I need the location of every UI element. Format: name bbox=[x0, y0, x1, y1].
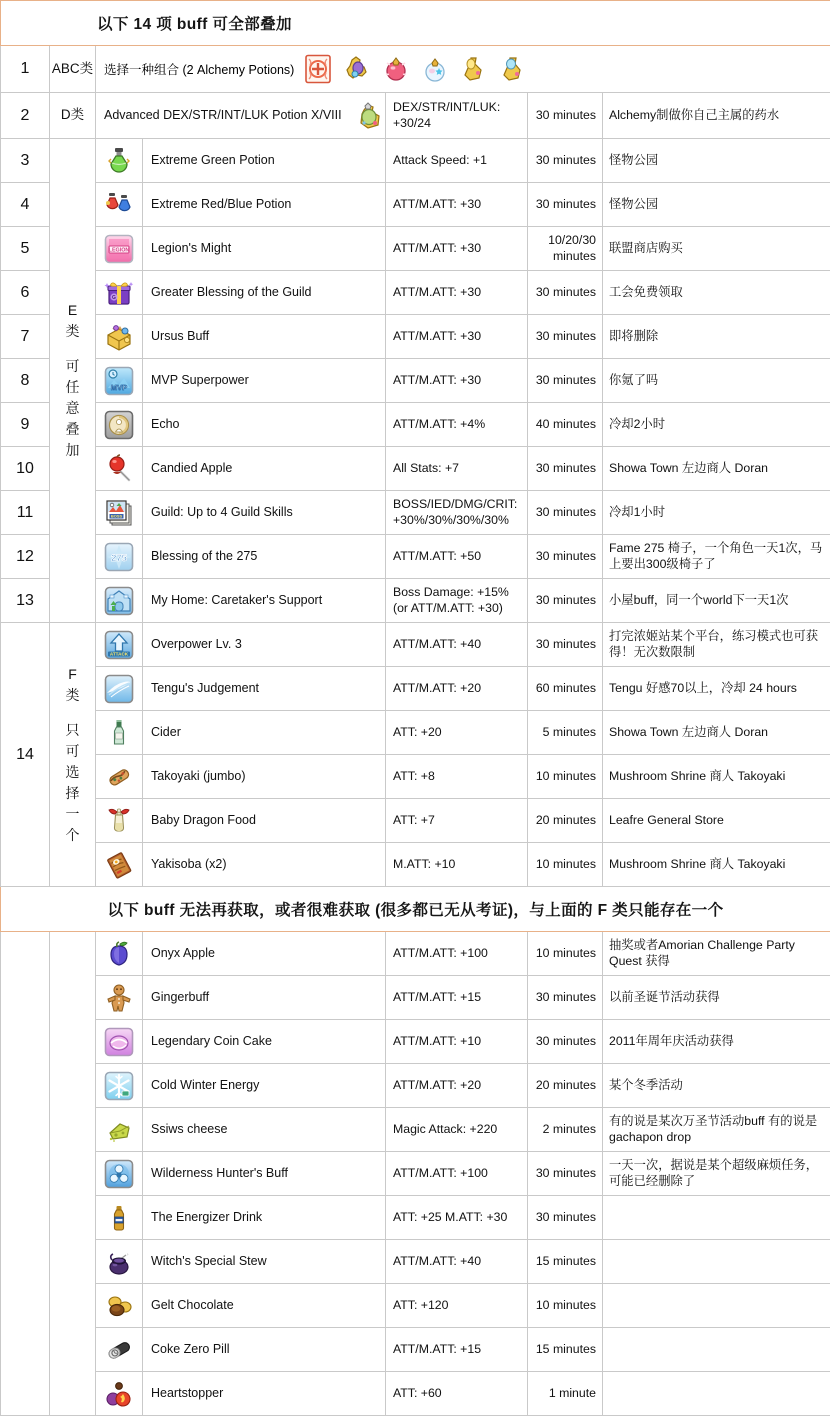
hazard-icon bbox=[96, 1152, 143, 1196]
table-row bbox=[1, 799, 830, 843]
row-number: 10 bbox=[1, 447, 50, 491]
category-label: D类 bbox=[50, 93, 96, 139]
rune-card-icon bbox=[303, 54, 333, 84]
buff-effect: ATT/M.ATT: +40 bbox=[386, 1240, 528, 1284]
buff-name: Onyx Apple bbox=[143, 932, 386, 976]
buff-effect: ATT/M.ATT: +100 bbox=[386, 932, 528, 976]
row-number: 13 bbox=[1, 579, 50, 623]
buff-name: Cold Winter Energy bbox=[143, 1064, 386, 1108]
row-number: 1 bbox=[1, 46, 50, 93]
buff-effect: ATT/M.ATT: +100 bbox=[386, 1152, 528, 1196]
buff-note: 打完浓姬站某个平台，练习模式也可获得！无次数限制 bbox=[603, 623, 830, 667]
category-f-desc-char: 只 bbox=[50, 720, 95, 741]
buff-name: Takoyaki (jumbo) bbox=[143, 755, 386, 799]
buff-duration: 10/20/30 minutes bbox=[528, 227, 603, 271]
table-row bbox=[1, 976, 830, 1020]
gelt-chocolate-icon bbox=[104, 1291, 134, 1321]
blue-gold-flask-icon bbox=[498, 54, 528, 84]
echo-icon bbox=[96, 403, 143, 447]
table-row bbox=[1, 1152, 830, 1196]
mvp-card-icon bbox=[104, 366, 134, 396]
buff-duration: 30 minutes bbox=[528, 359, 603, 403]
svg-text:LEGION: LEGION bbox=[109, 247, 130, 253]
table-row bbox=[1, 1372, 830, 1416]
buff-name: Tengu's Judgement bbox=[143, 667, 386, 711]
category-e-lei: 类 bbox=[50, 321, 95, 342]
buff-name: Blessing of the 275 bbox=[143, 535, 386, 579]
buff-effect: BOSS/IED/DMG/CRIT: +30%/30%/30%/30% bbox=[386, 491, 528, 535]
buff-name: The Energizer Drink bbox=[143, 1196, 386, 1240]
table-row bbox=[1, 1328, 830, 1372]
energizer-bottle-icon bbox=[104, 1203, 134, 1233]
category-f-letter: F bbox=[50, 664, 95, 685]
row-number: 4 bbox=[1, 183, 50, 227]
table-row bbox=[1, 1240, 830, 1284]
category-e-desc-char: 加 bbox=[50, 440, 95, 461]
buff-effect: All Stats: +7 bbox=[386, 447, 528, 491]
buff-note: Mushroom Shrine 商人 Takoyaki bbox=[603, 755, 830, 799]
buff-effect: ATT/M.ATT: +40 bbox=[386, 623, 528, 667]
buff-duration: 30 minutes bbox=[528, 1020, 603, 1064]
banner-top: 以下 14 项 buff 可全部叠加 bbox=[1, 1, 830, 46]
row-number: 3 bbox=[1, 139, 50, 183]
table-row bbox=[1, 843, 830, 887]
buff-duration: 30 minutes bbox=[528, 93, 603, 139]
category-label: ABC类 bbox=[50, 46, 96, 93]
table-row bbox=[1, 1196, 830, 1240]
table-row bbox=[1, 1020, 830, 1064]
buff-duration: 10 minutes bbox=[528, 1284, 603, 1328]
buff-note bbox=[603, 1196, 830, 1240]
buff-effect: ATT/M.ATT: +4% bbox=[386, 403, 528, 447]
table-row bbox=[1, 535, 830, 579]
buff-duration: 2 minutes bbox=[528, 1108, 603, 1152]
buff-duration: 10 minutes bbox=[528, 843, 603, 887]
category-e-desc-char: 可 bbox=[50, 356, 95, 377]
energizer-bottle-icon bbox=[96, 1196, 143, 1240]
category-f-lei: 类 bbox=[50, 685, 95, 706]
purple-gold-potion-icon bbox=[342, 54, 372, 84]
buff-duration: 30 minutes bbox=[528, 1196, 603, 1240]
buff-note: 怪物公园 bbox=[603, 183, 830, 227]
buff-note: Showa Town 左边商人 Doran bbox=[603, 711, 830, 755]
buff-name: Witch's Special Stew bbox=[143, 1240, 386, 1284]
extreme-green-potion-icon bbox=[96, 139, 143, 183]
tengu-icon bbox=[104, 674, 134, 704]
coin-cake-icon bbox=[96, 1020, 143, 1064]
table-row bbox=[1, 667, 830, 711]
buff-note: Leafre General Store bbox=[603, 799, 830, 843]
baby-dragon-food-icon bbox=[96, 799, 143, 843]
table-row bbox=[1, 1064, 830, 1108]
buff-effect: ATT/M.ATT: +20 bbox=[386, 667, 528, 711]
buff-name: Heartstopper bbox=[143, 1372, 386, 1416]
table-row bbox=[1, 1108, 830, 1152]
row-number: 11 bbox=[1, 491, 50, 535]
coke-pill-icon bbox=[104, 1335, 134, 1365]
heartstopper-icon bbox=[96, 1372, 143, 1416]
buff-duration: 1 minute bbox=[528, 1372, 603, 1416]
ursus-chest-icon bbox=[104, 322, 134, 352]
buff-note: Fame 275 椅子，一个角色一天1次，马上要出300级椅子了 bbox=[603, 535, 830, 579]
table-row bbox=[1, 1284, 830, 1328]
buff-note: 冷却1小时 bbox=[603, 491, 830, 535]
buff-name: Legendary Coin Cake bbox=[143, 1020, 386, 1064]
buff-note: 以前圣诞节活动获得 bbox=[603, 976, 830, 1020]
guild-gift-icon bbox=[104, 278, 134, 308]
heartstopper-icon bbox=[104, 1379, 134, 1409]
category-e-desc-char: 意 bbox=[50, 398, 95, 419]
buff-note: 联盟商店购买 bbox=[603, 227, 830, 271]
buff-effect: ATT/M.ATT: +30 bbox=[386, 227, 528, 271]
blessing-275-icon bbox=[96, 535, 143, 579]
buff-name: Coke Zero Pill bbox=[143, 1328, 386, 1372]
buff-effect: ATT/M.ATT: +15 bbox=[386, 976, 528, 1020]
cider-icon bbox=[104, 718, 134, 748]
buff-note bbox=[603, 1284, 830, 1328]
category-gap bbox=[50, 342, 95, 356]
table-row bbox=[1, 403, 830, 447]
buff-name-cell bbox=[96, 93, 386, 139]
buff-name: Wilderness Hunter's Buff bbox=[143, 1152, 386, 1196]
buff-duration: 30 minutes bbox=[528, 579, 603, 623]
table-row bbox=[1, 447, 830, 491]
buff-name: Extreme Green Potion bbox=[143, 139, 386, 183]
tengu-icon bbox=[96, 667, 143, 711]
buff-note: Alchemy制做你自己主属的药水 bbox=[603, 93, 830, 139]
buff-note: 即将删除 bbox=[603, 315, 830, 359]
gingerbread-icon bbox=[96, 976, 143, 1020]
table-row bbox=[1, 579, 830, 623]
red-gold-potion-icon bbox=[381, 54, 411, 84]
legion-card-icon bbox=[104, 234, 134, 264]
witch-stew-icon bbox=[104, 1247, 134, 1277]
row-number: 12 bbox=[1, 535, 50, 579]
category-e-desc-char: 叠 bbox=[50, 419, 95, 440]
buff-duration: 40 minutes bbox=[528, 403, 603, 447]
snowflake-icon bbox=[104, 1071, 134, 1101]
extreme-redblue-potion-icon bbox=[96, 183, 143, 227]
guild-skills-stack-icon bbox=[96, 491, 143, 535]
extreme-redblue-potion-icon bbox=[104, 190, 134, 220]
combo-label: 选择一种组合 (2 Alchemy Potions) bbox=[98, 60, 294, 78]
hazard-icon bbox=[104, 1159, 134, 1189]
banner-row-top bbox=[1, 1, 830, 46]
category-e-letter: E bbox=[50, 300, 95, 321]
legion-card-icon bbox=[96, 227, 143, 271]
buff-name: Greater Blessing of the Guild bbox=[143, 271, 386, 315]
buff-effect: ATT/M.ATT: +10 bbox=[386, 1020, 528, 1064]
buff-effect: Magic Attack: +220 bbox=[386, 1108, 528, 1152]
buff-effect: ATT/M.ATT: +30 bbox=[386, 359, 528, 403]
table-row bbox=[1, 359, 830, 403]
buff-effect: DEX/STR/INT/LUK: +30/24 bbox=[386, 93, 528, 139]
buff-name: My Home: Caretaker's Support bbox=[143, 579, 386, 623]
buff-effect: ATT: +25 M.ATT: +30 bbox=[386, 1196, 528, 1240]
buff-duration: 10 minutes bbox=[528, 932, 603, 976]
onyx-apple-icon bbox=[104, 939, 134, 969]
row-number: 2 bbox=[1, 93, 50, 139]
buff-name: Cider bbox=[143, 711, 386, 755]
buff-effect: Boss Damage: +15% (or ATT/M.ATT: +30) bbox=[386, 579, 528, 623]
svg-text:BOSS: BOSS bbox=[111, 513, 123, 518]
green-advanced-potion-icon bbox=[355, 101, 385, 131]
table-row bbox=[1, 755, 830, 799]
buff-duration: 10 minutes bbox=[528, 755, 603, 799]
buff-name: Advanced DEX/STR/INT/LUK Potion X/VIII bbox=[104, 108, 342, 124]
table-row bbox=[1, 227, 830, 271]
buff-effect: Attack Speed: +1 bbox=[386, 139, 528, 183]
table-row bbox=[1, 315, 830, 359]
coin-cake-icon bbox=[104, 1027, 134, 1057]
table-row bbox=[1, 139, 830, 183]
buff-note: Tengu 好感70以上，冷却 24 hours bbox=[603, 667, 830, 711]
svg-text:ATTACK: ATTACK bbox=[110, 651, 129, 656]
table-row bbox=[1, 46, 830, 93]
buff-duration: 20 minutes bbox=[528, 1064, 603, 1108]
buff-name: Echo bbox=[143, 403, 386, 447]
table-row bbox=[1, 93, 830, 139]
buff-effect: ATT: +7 bbox=[386, 799, 528, 843]
buff-duration: 30 minutes bbox=[528, 139, 603, 183]
buff-duration: 30 minutes bbox=[528, 1152, 603, 1196]
cider-icon bbox=[96, 711, 143, 755]
table-row bbox=[1, 932, 830, 976]
banner-row-middle bbox=[1, 887, 830, 932]
category-f-desc-char: 个 bbox=[50, 825, 95, 846]
category-f-desc-char: 一 bbox=[50, 804, 95, 825]
buff-effect: ATT: +20 bbox=[386, 711, 528, 755]
overpower-icon bbox=[104, 630, 134, 660]
buff-note: 2011年周年庆活动获得 bbox=[603, 1020, 830, 1064]
buff-duration: 30 minutes bbox=[528, 315, 603, 359]
table-row bbox=[1, 623, 830, 667]
takoyaki-icon bbox=[96, 755, 143, 799]
buff-duration: 30 minutes bbox=[528, 623, 603, 667]
buff-note: 一天一次，据说是某个超级麻烦任务，可能已经删除了 bbox=[603, 1152, 830, 1196]
witch-stew-icon bbox=[96, 1240, 143, 1284]
svg-text:G: G bbox=[112, 295, 116, 301]
buff-duration: 30 minutes bbox=[528, 271, 603, 315]
buff-name: Gelt Chocolate bbox=[143, 1284, 386, 1328]
buff-note bbox=[603, 1328, 830, 1372]
buff-effect: ATT/M.ATT: +20 bbox=[386, 1064, 528, 1108]
takoyaki-icon bbox=[104, 762, 134, 792]
buff-duration: 20 minutes bbox=[528, 799, 603, 843]
overpower-icon bbox=[96, 623, 143, 667]
buff-note bbox=[603, 1372, 830, 1416]
buff-name: Ssiws cheese bbox=[143, 1108, 386, 1152]
empty-category-cell bbox=[50, 932, 96, 1416]
buff-duration: 30 minutes bbox=[528, 491, 603, 535]
category-e-cell bbox=[50, 139, 96, 623]
category-f-cell bbox=[50, 623, 96, 887]
buff-duration: 30 minutes bbox=[528, 535, 603, 579]
baby-dragon-food-icon bbox=[104, 806, 134, 836]
echo-icon bbox=[104, 410, 134, 440]
row-number: 6 bbox=[1, 271, 50, 315]
buff-effect: ATT: +60 bbox=[386, 1372, 528, 1416]
buff-duration: 30 minutes bbox=[528, 976, 603, 1020]
buff-name: Legion's Might bbox=[143, 227, 386, 271]
buff-note: 小屋buff，同一个world下一天1次 bbox=[603, 579, 830, 623]
banner-middle: 以下 buff 无法再获取，或者很难获取 (很多都已无从考证)，与上面的 F 类只能存在一个 bbox=[1, 887, 830, 932]
buff-note: 怪物公园 bbox=[603, 139, 830, 183]
buff-table-body bbox=[1, 1, 830, 1416]
candied-apple-icon bbox=[104, 454, 134, 484]
buff-name: Baby Dragon Food bbox=[143, 799, 386, 843]
category-f-desc-char: 选 bbox=[50, 762, 95, 783]
buff-duration: 5 minutes bbox=[528, 711, 603, 755]
table-row bbox=[1, 711, 830, 755]
buff-name: Candied Apple bbox=[143, 447, 386, 491]
category-e-desc-char: 任 bbox=[50, 377, 95, 398]
category-f-desc-char: 可 bbox=[50, 741, 95, 762]
snowflake-icon bbox=[96, 1064, 143, 1108]
coke-pill-icon bbox=[96, 1328, 143, 1372]
alchemy-combo-cell bbox=[96, 46, 830, 93]
category-gap bbox=[50, 706, 95, 720]
buff-name: Extreme Red/Blue Potion bbox=[143, 183, 386, 227]
guild-gift-icon bbox=[96, 271, 143, 315]
buff-note: 有的说是某次万圣节活动buff 有的说是gachapon drop bbox=[603, 1108, 830, 1152]
cheese-icon bbox=[96, 1108, 143, 1152]
buff-effect: M.ATT: +10 bbox=[386, 843, 528, 887]
row-number: 7 bbox=[1, 315, 50, 359]
buff-effect: ATT/M.ATT: +30 bbox=[386, 315, 528, 359]
buff-note: 某个冬季活动 bbox=[603, 1064, 830, 1108]
buff-note: 冷却2小时 bbox=[603, 403, 830, 447]
row-number: 5 bbox=[1, 227, 50, 271]
onyx-apple-icon bbox=[96, 932, 143, 976]
yakisoba-icon bbox=[96, 843, 143, 887]
buff-note: Showa Town 左边商人 Doran bbox=[603, 447, 830, 491]
buff-note: Mushroom Shrine 商人 Takoyaki bbox=[603, 843, 830, 887]
buff-note bbox=[603, 1240, 830, 1284]
star-bubble-potion-icon bbox=[420, 54, 450, 84]
ursus-chest-icon bbox=[96, 315, 143, 359]
row-number: 14 bbox=[1, 623, 50, 887]
gelt-chocolate-icon bbox=[96, 1284, 143, 1328]
category-f-desc-char: 择 bbox=[50, 783, 95, 804]
buff-duration: 15 minutes bbox=[528, 1240, 603, 1284]
cheese-icon bbox=[104, 1115, 134, 1145]
buff-effect: ATT/M.ATT: +30 bbox=[386, 271, 528, 315]
buff-effect: ATT/M.ATT: +50 bbox=[386, 535, 528, 579]
my-home-icon bbox=[104, 586, 134, 616]
yellow-flask-icon bbox=[459, 54, 489, 84]
buff-duration: 60 minutes bbox=[528, 667, 603, 711]
buff-name: Overpower Lv. 3 bbox=[143, 623, 386, 667]
svg-text:MVP: MVP bbox=[111, 383, 127, 392]
buff-duration: 30 minutes bbox=[528, 447, 603, 491]
buff-note: 抽奖或者Amorian Challenge Party Quest 获得 bbox=[603, 932, 830, 976]
buff-duration: 30 minutes bbox=[528, 183, 603, 227]
blessing-275-icon bbox=[104, 542, 134, 572]
buff-note: 你氪了吗 bbox=[603, 359, 830, 403]
table-row bbox=[1, 271, 830, 315]
buff-effect: ATT: +8 bbox=[386, 755, 528, 799]
row-number: 9 bbox=[1, 403, 50, 447]
buff-name: Yakisoba (x2) bbox=[143, 843, 386, 887]
buff-name: MVP Superpower bbox=[143, 359, 386, 403]
candied-apple-icon bbox=[96, 447, 143, 491]
buff-note: 工会免费领取 bbox=[603, 271, 830, 315]
buff-name: Gingerbuff bbox=[143, 976, 386, 1020]
guild-skills-stack-icon bbox=[104, 498, 134, 528]
empty-number-cell bbox=[1, 932, 50, 1416]
buff-name: Ursus Buff bbox=[143, 315, 386, 359]
my-home-icon bbox=[96, 579, 143, 623]
buff-effect: ATT/M.ATT: +30 bbox=[386, 183, 528, 227]
yakisoba-icon bbox=[104, 850, 134, 880]
buff-effect: ATT: +120 bbox=[386, 1284, 528, 1328]
gingerbread-icon bbox=[104, 983, 134, 1013]
mvp-card-icon bbox=[96, 359, 143, 403]
buff-duration: 15 minutes bbox=[528, 1328, 603, 1372]
extreme-green-potion-icon bbox=[104, 146, 134, 176]
table-row bbox=[1, 491, 830, 535]
svg-text:275: 275 bbox=[111, 553, 128, 564]
row-number: 8 bbox=[1, 359, 50, 403]
buff-effect: ATT/M.ATT: +15 bbox=[386, 1328, 528, 1372]
buff-name: Guild: Up to 4 Guild Skills bbox=[143, 491, 386, 535]
table-row bbox=[1, 183, 830, 227]
